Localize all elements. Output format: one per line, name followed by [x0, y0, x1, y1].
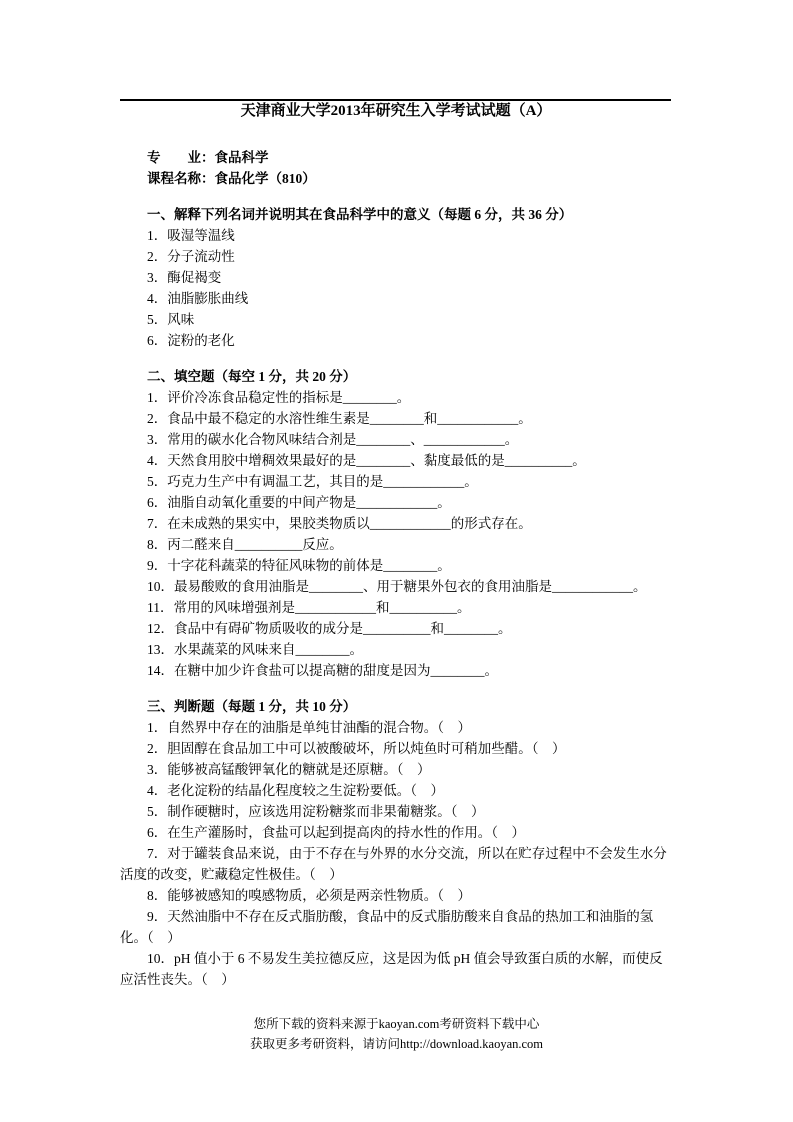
- question-item: 5．风味: [147, 312, 195, 327]
- question-item: 8．丙二醛来自__________反应。: [147, 537, 343, 552]
- footer-line-2: 获取更多考研资料，请访问http://download.kaoyan.com: [249, 1037, 544, 1051]
- question-item: 9．十字花科蔬菜的特征风味物的前体是________。: [147, 558, 451, 573]
- exam-title: 天津商业大学2013年研究生入学考试试题（A）: [240, 103, 552, 119]
- section-definitions: [120, 204, 672, 351]
- section-definitions-heading: 一、解释下列名词并说明其在食品科学中的意义（每题 6 分，共 36 分）: [147, 207, 573, 222]
- course-line: 课程名称：食品化学（810）: [147, 171, 316, 186]
- question-item: 3．酶促褐变: [147, 270, 222, 285]
- question-item: 14．在糖中加少许食盐可以提高糖的甜度是因为________。: [147, 663, 498, 678]
- section-fill-in-blank-heading: 二、填空题（每空 1 分，共 20 分）: [147, 369, 357, 384]
- footer-line-1: 您所下载的资料来源于kaoyan.com考研资料下载中心: [253, 1017, 540, 1031]
- section-true-false-heading: 三、判断题（每题 1 分，共 10 分）: [147, 699, 357, 714]
- question-item: 10．pH 值小于 6 不易发生美拉德反应，这是因为低 pH 值会导致蛋白质的水解，而使反应活性丧失。（ ）: [120, 951, 663, 987]
- section-fill-in-blank: [120, 366, 672, 681]
- question-item: 10．最易酸败的食用油脂是________、用于糖果外包衣的食用油脂是____________。: [147, 579, 647, 594]
- question-item: 5．制作硬糖时，应该选用淀粉糖浆而非果葡糖浆。（ ）: [147, 804, 485, 819]
- question-item: 2．食品中最不稳定的水溶性维生素是________和____________。: [147, 411, 532, 426]
- exam-content: [120, 100, 672, 990]
- major-line: 专 业：食品科学: [147, 150, 269, 165]
- question-item: 4．天然食用胶中增稠效果最好的是________、黏度最低的是__________。: [147, 453, 586, 468]
- question-item: 2．胆固醇在食品加工中可以被酸破坏，所以炖鱼时可稍加些醋。（ ）: [147, 741, 566, 756]
- question-item: 4．老化淀粉的结晶化程度较之生淀粉要低。（ ）: [147, 783, 444, 798]
- question-item: 2．分子流动性: [147, 249, 235, 264]
- question-item: 7．在未成熟的果实中，果胶类物质以____________的形式存在。: [147, 516, 532, 531]
- question-item: 12．食品中有碍矿物质吸收的成分是__________和________。: [147, 621, 512, 636]
- question-item: 9．天然油脂中不存在反式脂肪酸，食品中的反式脂肪酸来自食品的热加工和油脂的氢化。（ ）: [120, 909, 654, 945]
- question-item: 3．常用的碳水化合物风味结合剂是________、____________。: [147, 432, 519, 447]
- question-item: 11．常用的风味增强剂是____________和__________。: [147, 600, 471, 615]
- question-item: 1．评价冷冻食品稳定性的指标是________。: [147, 390, 411, 405]
- question-item: 7．对于罐装食品来说，由于不存在与外界的水分交流，所以在贮存过程中不会发生水分活度的改变，贮藏稳定性极佳。（ ）: [120, 846, 667, 882]
- question-item: 6．在生产灌肠时，食盐可以起到提高肉的持水性的作用。（ ）: [147, 825, 525, 840]
- question-item: 1．自然界中存在的油脂是单纯甘油酯的混合物。（ ）: [147, 720, 471, 735]
- question-item: 8．能够被感知的嗅感物质，必须是两亲性物质。（ ）: [147, 888, 471, 903]
- question-item: 1．吸湿等温线: [147, 228, 235, 243]
- section-true-false: [120, 696, 672, 990]
- question-item: 5．巧克力生产中有调温工艺，其目的是____________。: [147, 474, 478, 489]
- question-item: 13．水果蔬菜的风味来自________。: [147, 642, 363, 657]
- page-footer: [0, 1014, 793, 1054]
- question-item: 4．油脂膨胀曲线: [147, 291, 249, 306]
- question-item: 3．能够被高锰酸钾氧化的糖就是还原糖。（ ）: [147, 762, 431, 777]
- question-item: 6．油脂自动氧化重要的中间产物是____________。: [147, 495, 451, 510]
- question-item: 6．淀粉的老化: [147, 333, 235, 348]
